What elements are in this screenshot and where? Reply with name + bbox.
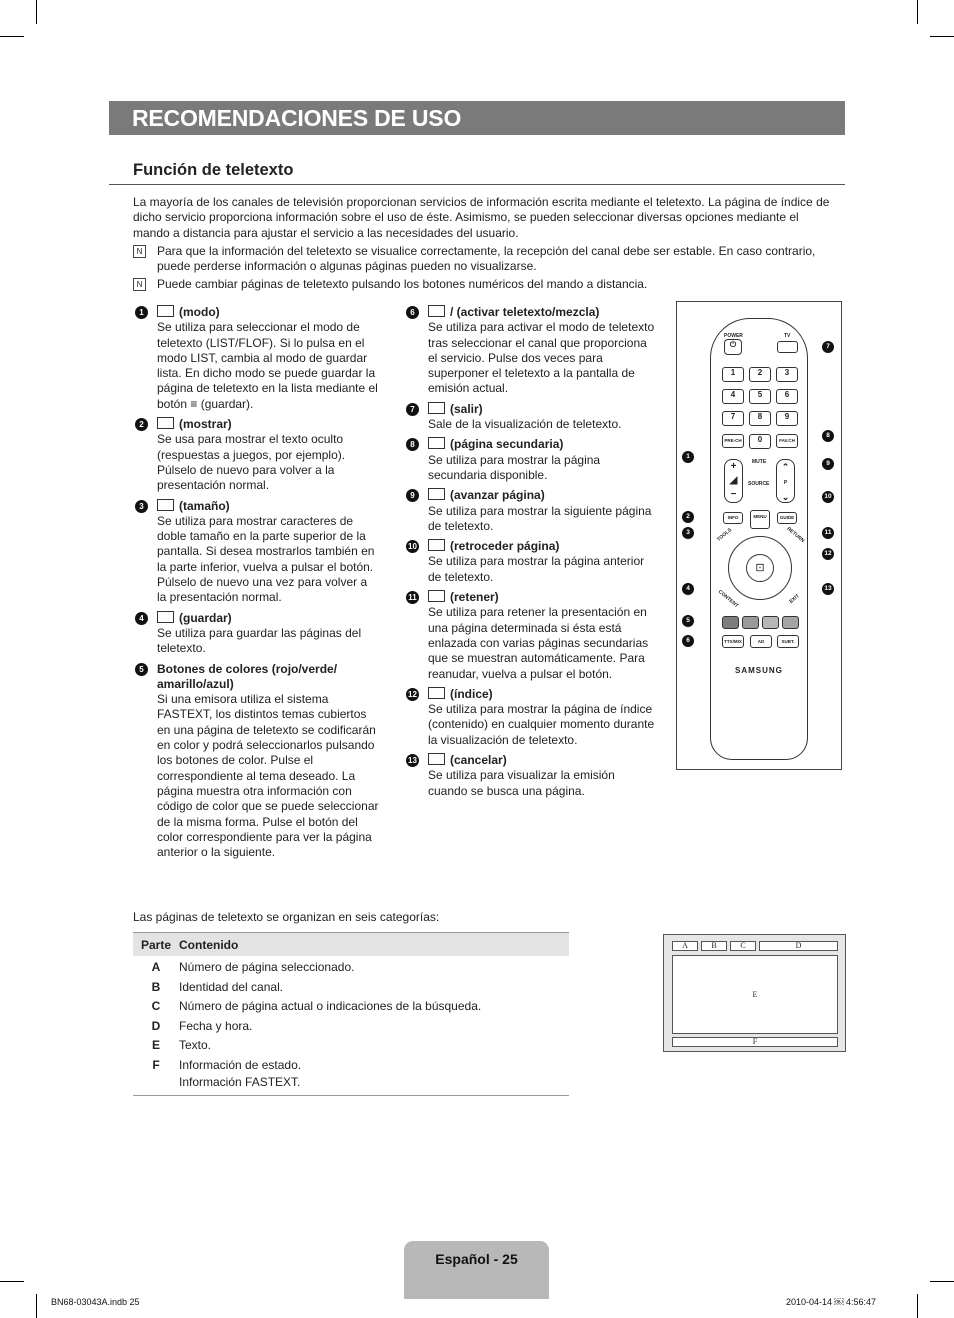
store-icon bbox=[157, 611, 174, 623]
key-9: 9 bbox=[776, 411, 798, 426]
content-cell: Fecha y hora. bbox=[179, 1018, 253, 1033]
mode-icon bbox=[157, 305, 174, 317]
items-left-column bbox=[139, 305, 379, 865]
enter-button-illustration: ⊡ bbox=[746, 554, 774, 582]
item-description: Se utiliza para retener la presentación en una página determinada si ésta está enlazada con varias páginas secundarias que se muestran automáticamente. Para reanudar, vuelva a pulsar el botón. bbox=[428, 605, 649, 681]
part-cell: C bbox=[151, 999, 161, 1014]
title-bar bbox=[109, 101, 845, 135]
list-item bbox=[410, 488, 656, 534]
list-item bbox=[139, 417, 379, 493]
callout-1: 1 bbox=[682, 451, 694, 463]
remote-label-return: RETURN bbox=[785, 526, 806, 544]
callout-11: 11 bbox=[822, 527, 834, 539]
note-icon: N bbox=[133, 245, 146, 258]
key-3: 3 bbox=[776, 367, 798, 382]
diagram-area-d: D bbox=[759, 941, 838, 951]
ttx-mix-button-illustration: TTX/MIX bbox=[722, 635, 744, 648]
intro-paragraph: La mayoría de los canales de televisión proporcionan servicios de información escrita mediante el teletexto. La página de índice de dicho servicio proporciona información sobre el uso de éste. Asimismo, se pueden seleccionar diversas opciones mediante el mando a distancia para ajustar el servicio a las necesidades del usuario. bbox=[133, 195, 830, 240]
page-down-icon bbox=[428, 539, 445, 551]
green-button-illustration bbox=[742, 616, 759, 629]
item-heading: (retroceder página) bbox=[450, 539, 560, 554]
page-up-icon bbox=[428, 488, 445, 500]
key-2: 2 bbox=[749, 367, 771, 382]
pre-ch-key: PRE-CH bbox=[722, 434, 744, 448]
diagram-area-b: B bbox=[701, 941, 727, 951]
content-cell: Texto. bbox=[179, 1038, 212, 1053]
remote-label-tools: TOOLS bbox=[716, 527, 734, 543]
crop-mark bbox=[36, 0, 37, 24]
item-number: 13 bbox=[406, 754, 419, 767]
item-number: 9 bbox=[406, 489, 419, 502]
info-button-illustration: INFO bbox=[723, 512, 743, 524]
content-cell: Número de página actual o indicaciones de la búsqueda. bbox=[179, 999, 482, 1014]
section-header bbox=[109, 160, 845, 185]
fav-ch-key: FAV.CH bbox=[776, 434, 798, 448]
item-number: 4 bbox=[135, 612, 148, 625]
print-slug-right: 2010-04-14 ￼ 4:56:47 bbox=[786, 1297, 877, 1307]
note bbox=[133, 244, 838, 275]
item-description: Se utiliza para mostrar la página secundaria disponible. bbox=[428, 452, 601, 482]
key-8: 8 bbox=[749, 411, 771, 426]
item-description: Se utiliza para mostrar la siguiente página de teletexto. bbox=[428, 503, 652, 533]
callout-2: 2 bbox=[682, 511, 694, 523]
content-cell: Información FASTEXT. bbox=[179, 1075, 569, 1095]
callout-10: 10 bbox=[822, 491, 834, 503]
item-number: 6 bbox=[406, 306, 419, 319]
table-row bbox=[133, 1038, 569, 1058]
diagram-area-a: A bbox=[672, 941, 698, 951]
power-button-illustration: ⏻ bbox=[724, 339, 742, 355]
item-heading: (tamaño) bbox=[179, 498, 230, 513]
item-number: 1 bbox=[135, 306, 148, 319]
sub-page-icon bbox=[428, 437, 445, 449]
item-description: Se utiliza para guardar las páginas del teletexto. bbox=[157, 625, 362, 656]
remote-label-tv: TV bbox=[784, 333, 791, 339]
item-heading: (página secundaria) bbox=[450, 437, 564, 452]
item-number: 11 bbox=[406, 591, 419, 604]
crop-mark bbox=[0, 36, 24, 37]
red-button-illustration bbox=[722, 616, 739, 629]
crop-mark bbox=[917, 0, 918, 24]
remote-label-content: CONTENT bbox=[716, 588, 740, 610]
table-header-row bbox=[133, 933, 569, 957]
note bbox=[133, 277, 838, 292]
subt-button-illustration: SUBT. bbox=[777, 635, 799, 648]
callout-12: 12 bbox=[822, 548, 834, 560]
content-cell: Número de página seleccionado. bbox=[179, 960, 355, 974]
remote-label-mute: MUTE bbox=[752, 459, 767, 465]
callout-4: 4 bbox=[682, 583, 694, 595]
list-item bbox=[410, 401, 656, 433]
item-heading: (guardar) bbox=[179, 610, 232, 625]
diagram-area-f: F bbox=[672, 1037, 838, 1047]
part-cell: E bbox=[151, 1038, 160, 1053]
item-number: 8 bbox=[406, 438, 419, 451]
list-item bbox=[139, 305, 379, 412]
list-item bbox=[408, 686, 656, 748]
guide-button-illustration: GUIDE bbox=[777, 512, 797, 524]
content-cell: Identidad del canal. bbox=[179, 979, 284, 994]
key-1: 1 bbox=[722, 367, 744, 382]
item-description: Se usa para mostrar el texto oculto (respuestas a juegos, por ejemplo). Púlselo de nuevo para volver a la presentación normal. bbox=[157, 432, 346, 493]
reveal-icon bbox=[157, 417, 174, 429]
list-item bbox=[408, 753, 656, 799]
list-item bbox=[139, 498, 379, 606]
key-7: 7 bbox=[722, 411, 744, 426]
remote-label-p: P bbox=[783, 480, 788, 486]
volume-rocker-illustration: + ◢ − bbox=[724, 459, 743, 503]
item-number: 7 bbox=[406, 403, 419, 416]
note-icon: N bbox=[133, 278, 146, 291]
callout-9: 9 bbox=[822, 458, 834, 470]
item-heading: (mostrar) bbox=[179, 417, 232, 432]
brand-logo: SAMSUNG bbox=[735, 666, 783, 675]
item-heading: (avanzar página) bbox=[450, 488, 545, 503]
page-footer bbox=[404, 1241, 549, 1299]
table-row bbox=[133, 999, 569, 1019]
item-description: Si una emisora utiliza el sistema FASTEXT, los distintos temas cubiertos en una página de teletexto se codificarán en color y podrá seleccionarlos pulsando los botones de color. Pulse el correspondiente al tema deseado. La página muestra otra información con código de color que se puede seleccionar de la misma forma. Pulse el botón del color correspondiente para ver la página anterior o la siguiente. bbox=[157, 692, 379, 860]
page-title: RECOMENDACIONES DE USO bbox=[132, 105, 462, 131]
item-heading: (modo) bbox=[179, 305, 220, 319]
item-heading: / (activar teletexto/mezcla) bbox=[450, 305, 600, 319]
ad-button-illustration: AD bbox=[750, 635, 772, 648]
crop-mark bbox=[36, 1294, 37, 1318]
blue-button-illustration bbox=[782, 616, 799, 629]
callout-13: 13 bbox=[822, 583, 834, 595]
table-row bbox=[133, 980, 569, 1000]
item-description: Se utiliza para seleccionar el modo de teletexto (LIST/FLOF). Si lo pulsa en el modo LIST, cambia al modo de guardar lista. En dicho modo se puede guardar la página de teletexto en la lista mediante el botón ≡ (guardar). bbox=[157, 320, 378, 411]
exit-icon bbox=[428, 402, 445, 414]
page-number: Español - 25 bbox=[435, 1251, 518, 1267]
note-text: Puede cambiar páginas de teletexto pulsando los botones numéricos del mando a distancia. bbox=[157, 277, 648, 291]
part-cell: B bbox=[151, 979, 161, 994]
column-header-content: Contenido bbox=[179, 933, 569, 957]
cancel-icon bbox=[428, 753, 445, 765]
crop-mark bbox=[930, 36, 954, 37]
size-icon bbox=[157, 499, 174, 511]
item-number: 12 bbox=[406, 688, 419, 701]
content-cell: Información de estado. bbox=[179, 1057, 302, 1072]
callout-3: 3 bbox=[682, 527, 694, 539]
item-number: 3 bbox=[135, 500, 148, 513]
item-number: 5 bbox=[135, 663, 148, 676]
part-cell: A bbox=[151, 960, 161, 974]
item-description: Se utiliza para activar el modo de teletexto tras seleccionar el canal que proporciona el servicio. Pulse dos veces para superponer el teletexto a la pantalla de emisión actual. bbox=[428, 320, 655, 396]
item-heading: (retener) bbox=[450, 590, 499, 605]
callout-7: 7 bbox=[822, 341, 834, 353]
item-number: 2 bbox=[135, 418, 148, 431]
remote-label-power: POWER bbox=[724, 333, 743, 339]
list-item bbox=[408, 590, 656, 682]
categories-intro: Las páginas de teletexto se organizan en seis categorías: bbox=[133, 910, 440, 924]
channel-rocker-illustration: ⌃ P ⌄ bbox=[776, 459, 795, 503]
table-row bbox=[133, 1075, 569, 1095]
item-description: Sale de la visualización de teletexto. bbox=[428, 417, 622, 432]
list-item bbox=[408, 539, 656, 585]
table-row bbox=[133, 1058, 569, 1075]
item-description: Se utiliza para mostrar caracteres de doble tamaño en la parte superior de la pantalla. Si desea mostrarlos también en la parte inferior, vuelva a pulsar el botón. Púlselo de nuevo una vez para volver a la presentación normal. bbox=[157, 513, 375, 605]
item-heading: (cancelar) bbox=[450, 753, 507, 768]
print-slug-left: BN68-03043A.indb 25 bbox=[51, 1297, 140, 1307]
section-title: Función de teletexto bbox=[133, 161, 294, 179]
item-heading: Botones de colores (rojo/verde/ amarillo/azul) bbox=[157, 661, 338, 691]
yellow-button-illustration bbox=[762, 616, 779, 629]
hold-icon bbox=[428, 590, 445, 602]
menu-button-illustration: MENU bbox=[750, 510, 770, 529]
item-heading: (salir) bbox=[450, 401, 483, 416]
item-description: Se utiliza para visualizar la emisión cuando se busca una página. bbox=[428, 768, 615, 798]
tv-button-illustration bbox=[777, 341, 798, 353]
remote-label-source: SOURCE bbox=[748, 481, 770, 487]
list-item bbox=[410, 437, 656, 483]
callout-5: 5 bbox=[682, 615, 694, 627]
crop-mark bbox=[917, 1294, 918, 1318]
table-row bbox=[133, 956, 569, 980]
crop-mark bbox=[930, 1281, 954, 1282]
diagram-area-e: E bbox=[672, 955, 838, 1034]
diagram-area-c: C bbox=[730, 941, 756, 951]
crop-mark bbox=[0, 1281, 24, 1282]
key-4: 4 bbox=[722, 389, 744, 404]
callout-8: 8 bbox=[822, 430, 834, 442]
remote-label-exit: EXIT bbox=[788, 593, 801, 605]
item-description: Se utiliza para mostrar la página anterior de teletexto. bbox=[428, 554, 645, 584]
teletext-layout-diagram bbox=[663, 934, 846, 1052]
part-cell: D bbox=[151, 1018, 161, 1033]
list-item bbox=[410, 305, 656, 397]
ttx-mix-icon bbox=[428, 305, 445, 317]
note-text: Para que la información del teletexto se visualice correctamente, la recepción del canal debe ser estable. En caso contrario, puede perderse información o algunas páginas pueden no visualizarse. bbox=[157, 244, 816, 274]
column-header-part: Parte bbox=[133, 933, 179, 957]
item-number: 10 bbox=[406, 540, 419, 553]
table-row bbox=[133, 1019, 569, 1039]
item-description: Se utiliza para mostrar la página de índice (contenido) en cualquier momento durante la visualización de teletexto. bbox=[428, 702, 655, 747]
list-item bbox=[139, 661, 379, 861]
key-0: 0 bbox=[749, 434, 771, 449]
index-icon bbox=[428, 687, 445, 699]
key-6: 6 bbox=[776, 389, 798, 404]
items-right-column bbox=[408, 305, 656, 804]
part-cell bbox=[133, 1075, 179, 1095]
callout-6: 6 bbox=[682, 635, 694, 647]
categories-table bbox=[133, 932, 569, 1096]
part-cell: F bbox=[152, 1057, 160, 1072]
item-heading: (índice) bbox=[450, 686, 493, 701]
key-5: 5 bbox=[749, 389, 771, 404]
list-item bbox=[139, 610, 379, 657]
